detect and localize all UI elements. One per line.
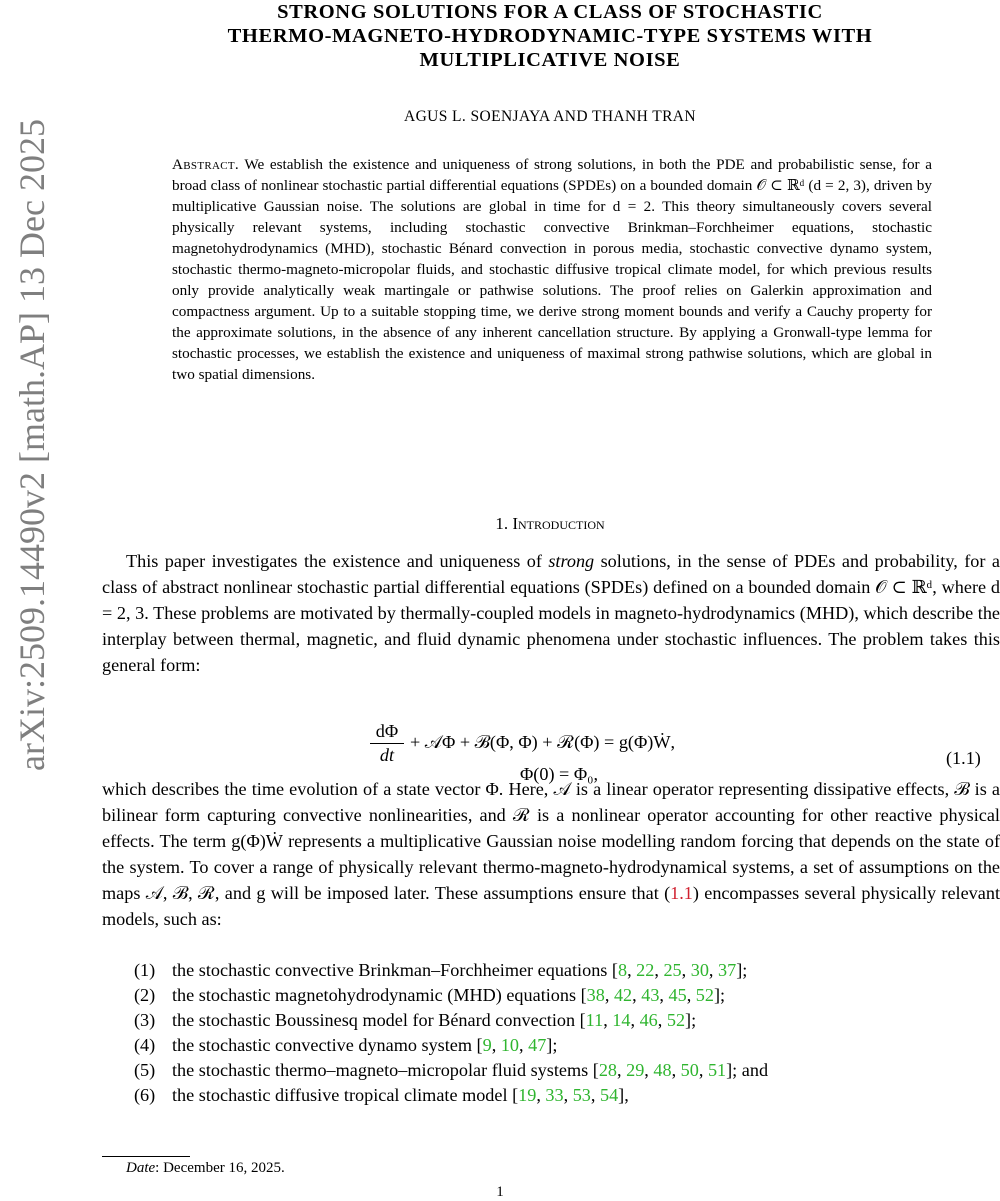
citation-link[interactable]: 25 xyxy=(663,960,682,980)
citation-link[interactable]: 45 xyxy=(668,985,687,1005)
citation-link[interactable]: 22 xyxy=(636,960,655,980)
citation-link[interactable]: 43 xyxy=(641,985,660,1005)
list-item-body: the stochastic convective Brinkman–Forchheimer equations [8, 22, 25, 30, 37]; xyxy=(172,960,748,980)
list-item-number: (3) xyxy=(134,1010,156,1030)
citation-link[interactable]: 46 xyxy=(639,1010,658,1030)
list-item-number: (2) xyxy=(134,985,156,1005)
title-line: STRONG SOLUTIONS FOR A CLASS OF STOCHASTIC xyxy=(277,1,823,23)
list-item xyxy=(134,983,1000,1008)
list-item-number: (4) xyxy=(134,1035,156,1055)
citation-link[interactable]: 50 xyxy=(680,1060,699,1080)
list-item-body: the stochastic magnetohydrodynamic (MHD) equations [38, 42, 43, 45, 52]; xyxy=(172,985,726,1005)
intro-paragraph-2 xyxy=(102,776,1000,932)
title-line: MULTIPLICATIVE NOISE xyxy=(419,49,681,71)
citation-link[interactable]: 54 xyxy=(599,1085,619,1105)
footnote-text: : December 16, 2025. xyxy=(155,1160,285,1176)
equation-reference-link[interactable]: 1.1 xyxy=(670,883,693,903)
page-number: 1 xyxy=(496,1184,504,1200)
list-item xyxy=(134,1083,1000,1108)
citation-link[interactable]: 14 xyxy=(612,1010,631,1030)
section-heading xyxy=(100,514,1000,534)
para2-text-a: which describes the time evolution of a state vector Φ. Here, 𝒜 is a linear operator representing dissipative effects, ℬ is a bilinear form capturing convective nonlinearities, and ℛ is a nonlinear operator accounting for other reactive physical effects. The term g(Φ)Ẇ represents a multiplicative Gaussian noise modelling random forcing that depends on the state of the system. To cover a range of physically relevant thermo-magneto-hydrodynamical systems, a set of assumptions on the maps 𝒜, ℬ, ℛ, and g will be imposed later. These assumptions ensure that ( xyxy=(102,779,1000,903)
list-item xyxy=(134,958,1000,983)
footnote-label: Date xyxy=(126,1160,156,1176)
citation-link[interactable]: 30 xyxy=(690,960,709,980)
section-name: Introduction xyxy=(512,514,605,533)
list-item-body: the stochastic diffusive tropical climate model [19, 33, 53, 54], xyxy=(172,1085,629,1105)
list-item-text: the stochastic diffusive tropical climate model [ xyxy=(172,1085,519,1105)
list-item-tail: ], xyxy=(618,1085,629,1105)
paper-title xyxy=(100,0,1000,72)
footnote-divider xyxy=(102,1156,190,1157)
list-item-number: (1) xyxy=(134,960,156,980)
list-item xyxy=(134,1008,1000,1033)
list-item-text: the stochastic magnetohydrodynamic (MHD) equations [ xyxy=(172,985,587,1005)
citation-link[interactable]: 28 xyxy=(598,1060,617,1080)
equation-number: (1.1) xyxy=(946,748,981,768)
list-item-body: the stochastic Boussinesq model for Bénard convection [11, 14, 46, 52]; xyxy=(172,1010,697,1030)
para2-text-b: ) encompasses several physically relevant models, such as: xyxy=(102,883,1000,929)
para1-text-b: solutions, in the sense of PDEs and probability, for a class of abstract nonlinear stochastic partial differential equations (SPDEs) defined on a bounded domain 𝒪 ⊂ ℝᵈ, where d = 2, 3. These problems are motivated by thermally-coupled models in magneto-hydrodynamics (MHD), which describe the interplay between thermal, magnetic, and fluid dynamic phenomena under stochastic influences. The problem takes this general form: xyxy=(102,551,1000,675)
citation-link[interactable]: 48 xyxy=(653,1060,672,1080)
citation-link[interactable]: 37 xyxy=(718,960,737,980)
fraction-denominator: dt xyxy=(379,745,395,765)
section-number: 1. xyxy=(495,514,509,533)
citation-link[interactable]: 47 xyxy=(528,1035,547,1055)
para1-emphasis: strong xyxy=(548,551,595,571)
equation-1-1 xyxy=(370,720,770,784)
list-item-tail: ]; xyxy=(736,960,748,980)
authors: AGUS L. SOENJAYA AND THANH TRAN xyxy=(403,108,696,125)
list-item-tail: ]; xyxy=(546,1035,558,1055)
citation-link[interactable]: 51 xyxy=(707,1060,727,1080)
abstract-heading: Abstract. xyxy=(172,156,239,173)
citation-link[interactable]: 42 xyxy=(613,985,633,1005)
equation-line-2: Φ(0) = Φ₀, xyxy=(520,764,599,784)
list-item-tail: ]; xyxy=(685,1010,697,1030)
intro-paragraph-1 xyxy=(102,548,1000,678)
list-item-body: the stochastic convective dynamo system [9, 10, 47]; xyxy=(172,1035,558,1055)
list-item-text: the stochastic convective dynamo system [ xyxy=(172,1035,483,1055)
model-list xyxy=(134,958,1000,1108)
citation-link[interactable]: 11 xyxy=(585,1010,604,1030)
list-item-text: the stochastic Boussinesq model for Bénard convection [ xyxy=(172,1010,586,1030)
citation-link[interactable]: 9 xyxy=(482,1035,492,1055)
abstract xyxy=(172,154,932,385)
list-item xyxy=(134,1033,1000,1058)
citation-link[interactable]: 33 xyxy=(545,1085,564,1105)
citation-link[interactable]: 52 xyxy=(695,985,714,1005)
list-item-tail: ]; and xyxy=(726,1060,769,1080)
citation-link[interactable]: 38 xyxy=(586,985,605,1005)
date-footnote xyxy=(126,1160,285,1177)
citation-link[interactable]: 10 xyxy=(500,1035,519,1055)
citation-link[interactable]: 19 xyxy=(518,1085,537,1105)
title-line: THERMO-MAGNETO-HYDRODYNAMIC-TYPE SYSTEMS WITH xyxy=(227,25,873,47)
arxiv-identifier-stamp: arXiv:2509.14490v2 [math.AP] 13 Dec 2025 xyxy=(12,119,52,771)
list-item-tail: ]; xyxy=(713,985,726,1005)
equation-fraction xyxy=(370,720,404,766)
list-item-text: the stochastic thermo–magneto–micropolar fluid systems [ xyxy=(172,1060,599,1080)
abstract-text: We establish the existence and uniqueness of strong solutions, in both the PDE and probabilistic sense, for a broad class of nonlinear stochastic partial differential equations (SPDEs) on a bounded domain 𝒪 ⊂ ℝᵈ (d = 2, 3), driven by multiplicative Gaussian noise. The solutions are global in time for d = 2. This theory simultaneously covers several physically relevant systems, including stochastic convective Brinkman–Forchheimer equations, stochastic magnetohydrodynamics (MHD), stochastic Bénard convection in porous media, stochastic convective dynamo system, stochastic thermo-magneto-micropolar fluids, and stochastic diffusive tropical climate model, for which previous results only provide analytically weak martingale or pathwise solutions. The proof relies on Galerkin approximation and compactness argument. Up to a suitable stopping time, we derive strong moment bounds and verify a Cauchy property for the approximate solutions, in the absence of any inherent cancellation structure. By applying a Gronwall-type lemma for stochastic processes, we establish the existence and uniqueness of maximal strong pathwise solutions, which are global in two spatial dimensions. xyxy=(172,156,932,383)
list-item xyxy=(134,1058,1000,1083)
citation-link[interactable]: 8 xyxy=(617,960,628,980)
fraction-numerator: dΦ xyxy=(370,720,404,744)
equation-line-1: + 𝒜Φ + ℬ(Φ, Φ) + ℛ(Φ) = g(Φ)Ẇ, xyxy=(410,732,676,752)
para1-text-a: This paper investigates the existence and uniqueness of xyxy=(126,551,549,571)
list-item-number: (6) xyxy=(134,1085,156,1105)
list-item-body: the stochastic thermo–magneto–micropolar fluid systems [28, 29, 48, 50, 51]; and xyxy=(172,1060,769,1080)
list-item-text: the stochastic convective Brinkman–Forchheimer equations [ xyxy=(172,960,618,980)
citation-link[interactable]: 53 xyxy=(572,1085,591,1105)
citation-link[interactable]: 52 xyxy=(666,1010,686,1030)
list-item-number: (5) xyxy=(134,1060,156,1080)
citation-link[interactable]: 29 xyxy=(626,1060,645,1080)
